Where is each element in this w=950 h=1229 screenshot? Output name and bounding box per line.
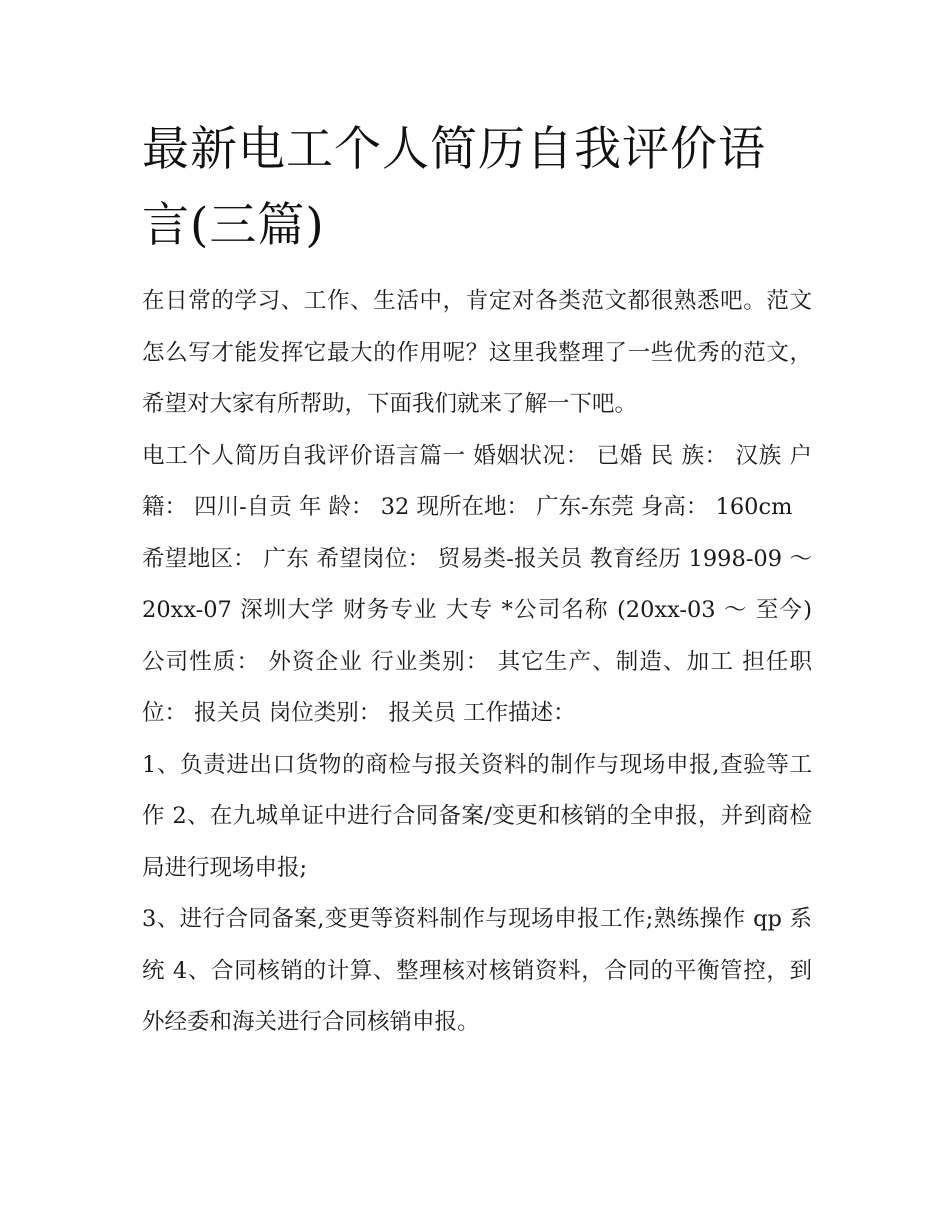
document-title: 最新电工个人简历自我评价语言(三篇) (142, 122, 766, 253)
intro-paragraph: 在日常的学习、工作、生活中，肯定对各类范文都很熟悉吧。范文怎么写才能发挥它最大的作用呢？这里我整理了一些优秀的范文，希望对大家有所帮助，下面我们就来了解一下吧。 (142, 288, 812, 417)
duties-paragraph-2: 3、进行合同备案,变更等资料制作与现场申报工作;熟练操作 qp 系统 4、合同核销的计算、整理核对核销资料，合同的平衡管控，到外经委和海关进行合同核销申报。 (142, 906, 812, 1035)
personal-info-paragraph: 电工个人简历自我评价语言篇一 婚姻状况： 已婚 民 族： 汉族 户 籍： 四川-自贡 年 龄： 32 现所在地： 广东-东莞 身高： 160cm (142, 442, 812, 520)
career-info-paragraph: 希望地区： 广东 希望岗位： 贸易类-报关员 教育经历 1998-09 ～ 20xx-07 深圳大学 财务专业 大专 *公司名称 (20xx-03 ～ 至今) 公司性质： 外资企业 行业类别： 其它生产、制造、加工 担任职位： 报关员 岗位类别： 报关员 工作描述： (142, 545, 812, 726)
duties-paragraph-1: 1、负责进出口货物的商检与报关资料的制作与现场申报,查验等工作 2、在九城单证中进行合同备案/变更和核销的全申报，并到商检局进行现场申报; (142, 751, 812, 881)
document-body (142, 276, 812, 1049)
